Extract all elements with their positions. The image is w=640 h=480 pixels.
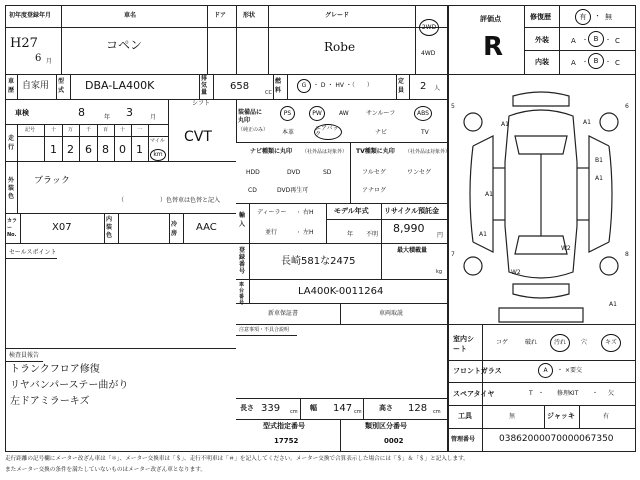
interior-dot: ・: [582, 59, 589, 66]
management-value: 03862000070000067350: [499, 434, 614, 444]
doc-manual: 車両取説: [379, 310, 404, 317]
bracket-6: 6: [625, 103, 629, 110]
interior-grade-c: C: [615, 59, 620, 67]
width-label: 幅: [310, 404, 317, 412]
vehicle-label: 車歴: [8, 78, 15, 94]
mileage-digit-label-2: 万: [68, 127, 74, 133]
mileage-digit: 6: [85, 143, 92, 156]
navi-sd: SD: [323, 169, 332, 176]
mileage-unit-km-circled: km: [150, 149, 166, 161]
inspection-month: 3: [126, 106, 133, 119]
color-paren: （: [118, 197, 125, 204]
car-name-label: 車名: [124, 12, 137, 19]
inspection-year-unit: 年: [104, 114, 111, 121]
mileage-digit: 0: [119, 143, 126, 156]
height-label: 高さ: [379, 404, 393, 412]
mileage-digit-label-5: 十: [120, 127, 126, 133]
navi-sub: （社外品は対象外）: [302, 149, 348, 155]
exterior-dot: ・: [582, 37, 589, 44]
grade-label: グレード: [325, 12, 350, 19]
sheet-burn: コゲ: [496, 339, 509, 346]
color-label: 外装色: [8, 177, 15, 200]
damage-mark: A1: [595, 175, 603, 182]
equip-aw: AW: [339, 110, 349, 117]
mileage-digit: 8: [102, 143, 109, 156]
mileage-label: 走行: [8, 135, 15, 151]
mileage-unit-mile: マイル: [150, 138, 165, 144]
front-glass-a-circled: A: [538, 363, 553, 378]
sheet-dirt-circled: 汚れ: [550, 334, 570, 352]
damage-mark: W2: [511, 269, 521, 276]
interior-dot-2: ・: [605, 59, 612, 66]
exterior-grade-c: C: [615, 37, 620, 45]
equip-abs-circled: ABS: [414, 106, 432, 121]
damage-mark: A1: [479, 231, 487, 238]
color-code-label: カラーNo.: [7, 218, 18, 238]
mileage-digit-label-3: 千: [86, 127, 92, 133]
capacity-unit: 人: [434, 85, 441, 92]
damage-mark: B1: [595, 157, 603, 164]
import-parallel: 並行: [265, 229, 278, 236]
equip-airbag-circled: エアバック: [314, 124, 342, 140]
recycle-value: 8,990: [393, 222, 425, 235]
import-dot-1: ・: [296, 210, 302, 216]
type-number-value: 17752: [274, 437, 299, 445]
damage-mark: A1: [485, 191, 493, 198]
equip-navi: ナビ: [375, 129, 388, 136]
tv-label: TV種類に丸印: [356, 148, 395, 155]
tools-value: 無: [509, 413, 516, 420]
navi-label: ナビ種類に丸印: [250, 148, 293, 155]
color-code-value: X07: [52, 222, 72, 233]
sales-point-label: セールスポイント: [9, 249, 57, 256]
model-value: DBA-LA400K: [85, 79, 155, 92]
max-load-unit: kg: [436, 269, 443, 275]
interior-color-label: 内装色: [106, 216, 113, 239]
fuel-g-circled: G: [297, 79, 311, 93]
doc-warranty: 新車保証書: [268, 310, 299, 317]
tv-sub: （社外品は対象外）: [405, 149, 451, 155]
tools-label: 工具: [458, 412, 472, 420]
length-label: 長さ: [240, 404, 254, 412]
inspection-label: 車検: [15, 109, 29, 117]
vehicle-value: 自家用: [22, 81, 50, 91]
first-reg-label: 初年度登録年月: [9, 12, 52, 19]
import-label: 輸入: [239, 212, 246, 228]
equip-tv: TV: [421, 129, 429, 136]
displacement-value: 658: [230, 81, 250, 92]
first-reg-year: H27: [10, 36, 38, 51]
damage-mark: A1: [609, 301, 617, 308]
displacement-unit: CC: [265, 90, 272, 96]
mileage-digit-label-6: 一: [137, 127, 143, 133]
inspector-line: リヤバンパーステー曲がり: [10, 380, 129, 391]
front-glass-replace: ×要交: [565, 367, 583, 374]
repair-label: 修復歴: [530, 13, 551, 21]
exterior-label: 外装: [535, 36, 549, 44]
class-number-value: 0002: [384, 437, 404, 445]
management-label: 管理番号: [451, 436, 476, 443]
spare-tire-label: スペアタイヤ: [453, 390, 495, 398]
height-value: 128: [408, 403, 428, 414]
fuel-options: ・ D ・ HV ・（ ）: [313, 82, 373, 89]
exterior-dot-2: ・: [605, 37, 612, 44]
car-name-value: コペン: [106, 38, 143, 52]
score-label: 評価点: [480, 15, 501, 23]
inspector-label: 検査員報告: [9, 352, 40, 359]
navi-dvd-play: DVD再生可: [277, 187, 309, 194]
ac-value: AAC: [196, 222, 217, 233]
damage-mark: A1: [501, 121, 509, 128]
tv-fullseg: フルセグ: [362, 169, 386, 176]
caution-label: 注意事項・不具合説明: [239, 327, 290, 333]
class-number-label: 類別区分番号: [365, 422, 407, 430]
navi-hdd: HDD: [246, 169, 260, 176]
width-value: 147: [333, 403, 353, 414]
interior-label: 内装: [535, 58, 549, 66]
mileage-digit-label-4: 百: [103, 127, 109, 133]
repair-no: 無: [605, 13, 612, 21]
inspection-year: 8: [78, 106, 85, 119]
inspector-line: 左ドアミラーキズ: [10, 396, 90, 407]
exterior-grade-a: A: [571, 37, 576, 45]
drive-4wd: 4WD: [421, 50, 436, 57]
equipment-label: 装備品に丸印: [238, 109, 263, 124]
tv-oneseg: ワンセグ: [407, 169, 432, 176]
mileage-digit-label-1: 十: [51, 127, 57, 133]
grade-value: Robe: [324, 40, 356, 54]
width-unit: cm: [354, 409, 362, 415]
plate-label: 登録番号: [239, 247, 246, 275]
first-reg-month: 6: [35, 53, 42, 64]
exterior-grade-b-circled: B: [588, 31, 604, 47]
ac-label: 冷房: [171, 221, 178, 237]
interior-grade-a: A: [571, 59, 576, 67]
fuel-label: 燃料: [275, 78, 282, 94]
spare-kit: 修理KIT: [557, 390, 579, 397]
interior-sheet-label: 室内シート: [453, 335, 474, 353]
jack-value: 有: [603, 413, 610, 420]
mileage-digit: 2: [67, 143, 74, 156]
max-load-label: 最大積載量: [397, 247, 428, 254]
model-year-unknown: 不明: [366, 231, 379, 238]
spare-dot-2: ・: [592, 390, 599, 397]
equip-leather: 本革: [282, 129, 295, 136]
equip-ps-circled: PS: [280, 106, 295, 121]
chassis-value: LA400K-0011264: [298, 286, 384, 297]
bracket-7: 7: [451, 251, 455, 258]
color-value: ブラック: [34, 175, 70, 185]
shift-value: CVT: [184, 129, 212, 145]
import-right-h: 右H: [303, 209, 314, 216]
spare-dot-1: ・: [538, 390, 545, 397]
navi-cd: CD: [248, 187, 257, 194]
bracket-8: 8: [625, 251, 629, 258]
damage-mark: A1: [583, 119, 591, 126]
mileage-digit: 1: [50, 143, 57, 156]
score-value: R: [483, 32, 504, 62]
model-year-unit: 年: [347, 231, 354, 238]
recycle-unit: 円: [437, 232, 444, 239]
shape-label: 形状: [243, 12, 256, 19]
door-label: ドア: [214, 12, 226, 19]
car-diagram-svg: [449, 76, 634, 324]
damage-mark: W2: [561, 245, 571, 252]
capacity-value: 2: [420, 81, 427, 92]
displacement-label: 排気量: [201, 75, 208, 96]
first-reg-month-unit: 月: [46, 58, 53, 65]
tv-analog: アナログ: [362, 187, 387, 194]
footer-note-2: またメーター交換の条件を満たしていないものはメーター改ざん車となります。: [5, 467, 206, 473]
front-glass-dot: ・: [557, 367, 564, 374]
length-unit: cm: [290, 409, 298, 415]
plate-value: 長崎581な2475: [281, 256, 356, 267]
length-value: 339: [261, 403, 281, 414]
height-unit: cm: [433, 409, 441, 415]
recycle-label: リサイクル預託金: [384, 207, 440, 215]
import-dealer: ディーラー: [257, 209, 287, 216]
model-label: 型式: [58, 78, 65, 94]
repair-dot: ・: [594, 12, 601, 20]
jack-label: ジャッキ: [547, 412, 575, 420]
sheet-scratch-circled: キズ: [601, 334, 621, 352]
equipment-sub: （純正のみ）: [238, 127, 269, 133]
car-body-diagram: [449, 76, 634, 324]
equip-pw-circled: PW: [309, 106, 325, 121]
mileage-symbol-label: 記号: [25, 127, 36, 133]
bracket-5: 5: [451, 103, 455, 110]
front-glass-label: フロントガラス: [453, 367, 502, 375]
spare-none: 欠: [608, 390, 615, 397]
color-note: ）色替車は色替と記入: [160, 197, 221, 204]
inspector-line: トランクフロア修復: [10, 364, 100, 375]
import-dot-2: ・: [296, 230, 302, 236]
type-number-label: 型式指定番号: [263, 422, 305, 430]
sheet-tear: 破れ: [525, 339, 538, 346]
repair-yes-circled: 有: [575, 9, 591, 25]
import-left-h: 左H: [303, 229, 314, 236]
interior-grade-b-circled: B: [588, 53, 604, 69]
drive-2wd-circled: 2WD: [419, 19, 439, 36]
footer-note-1: 走行距離の記号欄にメーター改ざん車は「＊」、メーター交換車は「＄」、走行不明車は「＃」を記入してください。メーター交換で合算表示した場合には「＄」＆「＄」と記入します。: [5, 456, 469, 462]
mileage-digit: 1: [136, 143, 143, 156]
navi-dvd: DVD: [287, 169, 301, 176]
model-year-label: モデル年式: [334, 207, 369, 215]
capacity-label: 定員: [398, 78, 405, 94]
chassis-label: 車台番号: [239, 282, 245, 306]
inspection-month-unit: 月: [150, 114, 157, 121]
sheet-hole: 穴: [581, 339, 588, 346]
spare-t: T: [529, 390, 533, 397]
equip-sunroof: サンルーフ: [366, 110, 396, 117]
shift-label: シフト: [192, 100, 211, 107]
